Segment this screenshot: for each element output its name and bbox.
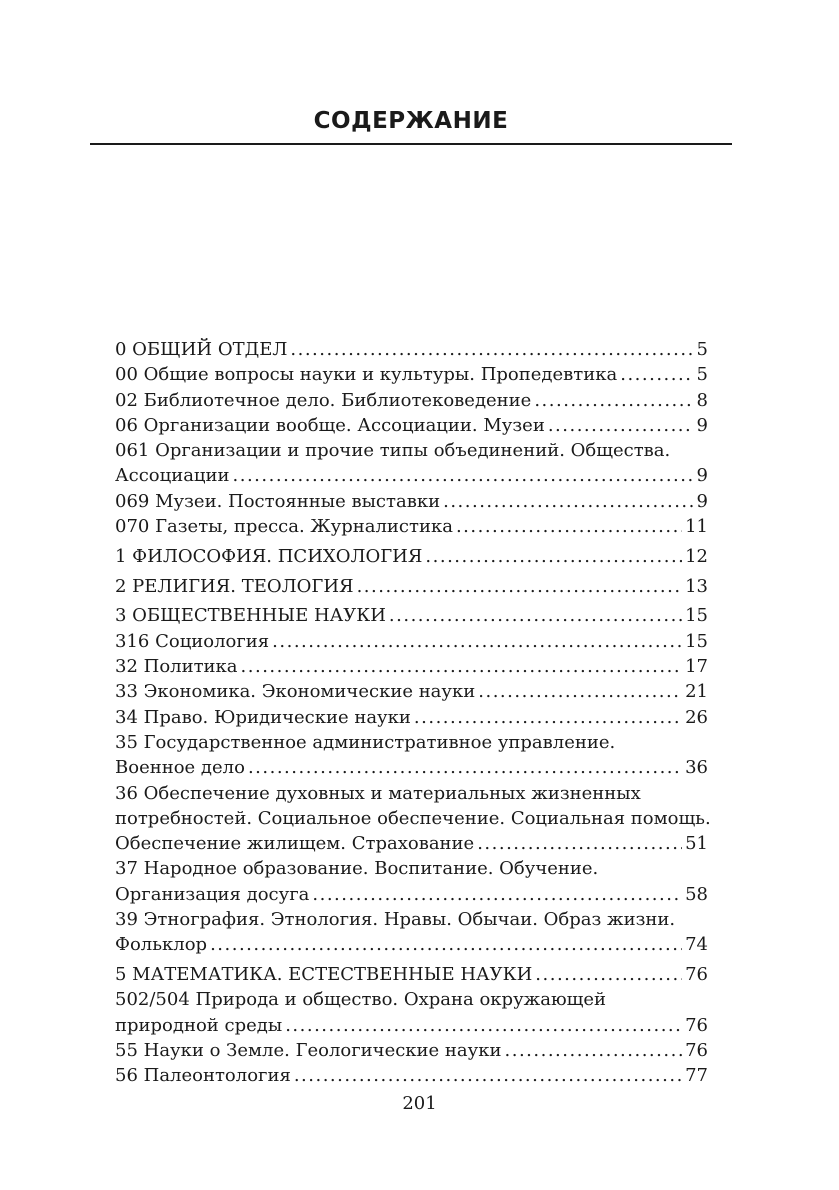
toc-page-number: 9 [696,465,708,487]
toc-page-number: 13 [685,575,708,597]
toc-page-number: 58 [685,883,708,905]
toc-entry-text: 069 Музеи. Постоянные выставки [115,490,441,512]
dot-leader [534,388,693,413]
toc-entry [115,603,708,628]
toc-entry-text: 39 Этнография. Этнология. Нравы. Обычаи. Образ жизни. [115,909,676,931]
toc-entry-text: 061 Организации и прочие типы объединений. Общества. [115,440,671,462]
toc-entry [115,514,708,539]
dot-leader [443,489,693,514]
title-divider [90,143,732,145]
toc-page-number: 15 [685,605,708,627]
toc-entry [115,856,708,907]
toc-entry-line [115,679,708,704]
dot-leader [535,962,682,987]
toc-entry-line [115,629,708,654]
toc-entry-line [115,831,708,856]
toc-entry-line [115,1063,708,1088]
toc-entry-text: 33 Экономика. Экономические науки [115,681,476,703]
dot-leader [505,1038,683,1063]
toc-entry [115,987,708,1038]
toc-entry-text: 5 МАТЕМАТИКА. ЕСТЕСТВЕННЫЕ НАУКИ [115,964,533,986]
toc-page-number: 9 [696,490,708,512]
toc-entry [115,574,708,599]
dot-leader [210,932,682,957]
dot-leader [290,337,693,362]
toc-page-number: 77 [685,1065,708,1087]
toc-page-number: 74 [685,934,708,956]
dot-leader [233,463,694,488]
dot-leader [285,1013,682,1038]
toc-entry-line [115,755,708,780]
toc-entry-text: 0 ОБЩИЙ ОТДЕЛ [115,339,288,360]
toc-entry-line [115,574,708,599]
toc-entry-text: 35 Государственное административное управление. [115,731,616,753]
dot-leader [477,831,682,856]
toc-entry [115,629,708,654]
dot-leader [389,603,682,628]
toc-page-number: 8 [696,389,708,411]
toc-entry-text: Обеспечение жилищем. Страхование [115,833,475,855]
toc-entry [115,907,708,958]
toc-page-number: 9 [696,414,708,436]
toc-page-number: 12 [685,545,708,567]
dot-leader [294,1063,682,1088]
toc-entry-text: Организация досуга [115,883,310,905]
toc-entry-text: природной среды [115,1014,283,1036]
toc-entry-text: 3 ОБЩЕСТВЕННЫЕ НАУКИ [115,605,386,627]
toc-entry-text: 55 Науки о Земле. Геологические науки [115,1040,502,1062]
toc-page-number: 26 [685,706,708,728]
toc-entry-line [115,882,708,907]
toc-entry-text: 502/504 Природа и общество. Охрана окружающей [115,989,607,1011]
toc-entry-line [115,544,708,569]
page-title: СОДЕРЖАНИЕ [313,108,509,134]
toc-entry-line [115,1038,708,1063]
toc-entry-text: 34 Право. Юридические науки [115,706,411,728]
toc-entry-line [115,388,708,413]
table-of-contents [115,337,711,1089]
toc-entry-text: 1 ФИЛОСОФИЯ. ПСИХОЛОГИЯ [115,545,423,567]
toc-entry-line [115,489,708,514]
toc-entry-text: 00 Общие вопросы науки и культуры. Пропедевтика [115,364,618,386]
toc-entry [115,654,708,679]
toc-entry [115,962,708,987]
toc-entry [115,1038,708,1063]
dot-leader [456,514,682,539]
toc-entry-text: Фольклор [115,934,208,956]
dot-leader [620,362,693,387]
toc-entry [115,337,708,362]
toc-entry-line [115,413,708,438]
toc-page-number: 5 [696,364,708,386]
dot-leader [272,629,682,654]
toc-entry [115,489,708,514]
toc-entry-line [115,463,708,488]
dot-leader [241,654,683,679]
toc-entry-text: 56 Палеонтология [115,1065,291,1087]
dot-leader [312,882,682,907]
toc-page-number: 76 [685,1014,708,1036]
toc-page-number: 76 [685,964,708,986]
dot-leader [478,679,682,704]
toc-entry-text: Ассоциации [115,465,230,487]
toc-entry-line [115,962,708,987]
toc-entry [115,1063,708,1088]
toc-entry-line [115,932,708,957]
toc-entry-text: 2 РЕЛИГИЯ. ТЕОЛОГИЯ [115,575,354,597]
toc-page-number: 51 [685,833,708,855]
toc-entry-text: потребностей. Социальное обеспечение. Социальная помощь. [115,807,711,829]
toc-entry [115,781,711,857]
toc-entry [115,388,708,413]
toc-page-number: 17 [685,656,708,678]
dot-leader [248,755,682,780]
toc-entry-line [115,1013,708,1038]
toc-entry [115,705,708,730]
toc-entry [115,730,708,781]
dot-leader [425,544,682,569]
toc-entry [115,438,708,489]
toc-entry [115,413,708,438]
toc-page-number: 76 [685,1040,708,1062]
toc-entry-line [115,654,708,679]
toc-page-number: 11 [685,516,708,538]
toc-page-number: 21 [685,681,708,703]
toc-entry-text: 37 Народное образование. Воспитание. Обучение. [115,858,599,880]
toc-entry-text: Военное дело [115,757,245,779]
toc-entry-text: 32 Политика [115,656,238,678]
toc-entry-line [115,705,708,730]
toc-entry-line [115,514,708,539]
toc-entry-text: 36 Обеспечение духовных и материальных жизненных [115,782,641,804]
page-number: 201 [402,1093,437,1114]
dot-leader [357,574,683,599]
toc-entry-line [115,362,708,387]
toc-entry-line [115,603,708,628]
toc-page-number: 5 [696,339,708,360]
dot-leader [548,413,694,438]
toc-page-number: 36 [685,757,708,779]
dot-leader [414,705,682,730]
toc-page-number: 15 [685,630,708,652]
toc-entry-text: 02 Библиотечное дело. Библиотековедение [115,389,532,411]
toc-entry-text: 316 Социология [115,630,270,652]
toc-entry [115,679,708,704]
toc-entry-line [115,337,708,362]
toc-entry-text: 06 Организации вообще. Ассоциации. Музеи [115,414,545,436]
toc-entry-text: 070 Газеты, пресса. Журналистика [115,516,453,538]
toc-entry [115,362,708,387]
toc-entry [115,544,708,569]
